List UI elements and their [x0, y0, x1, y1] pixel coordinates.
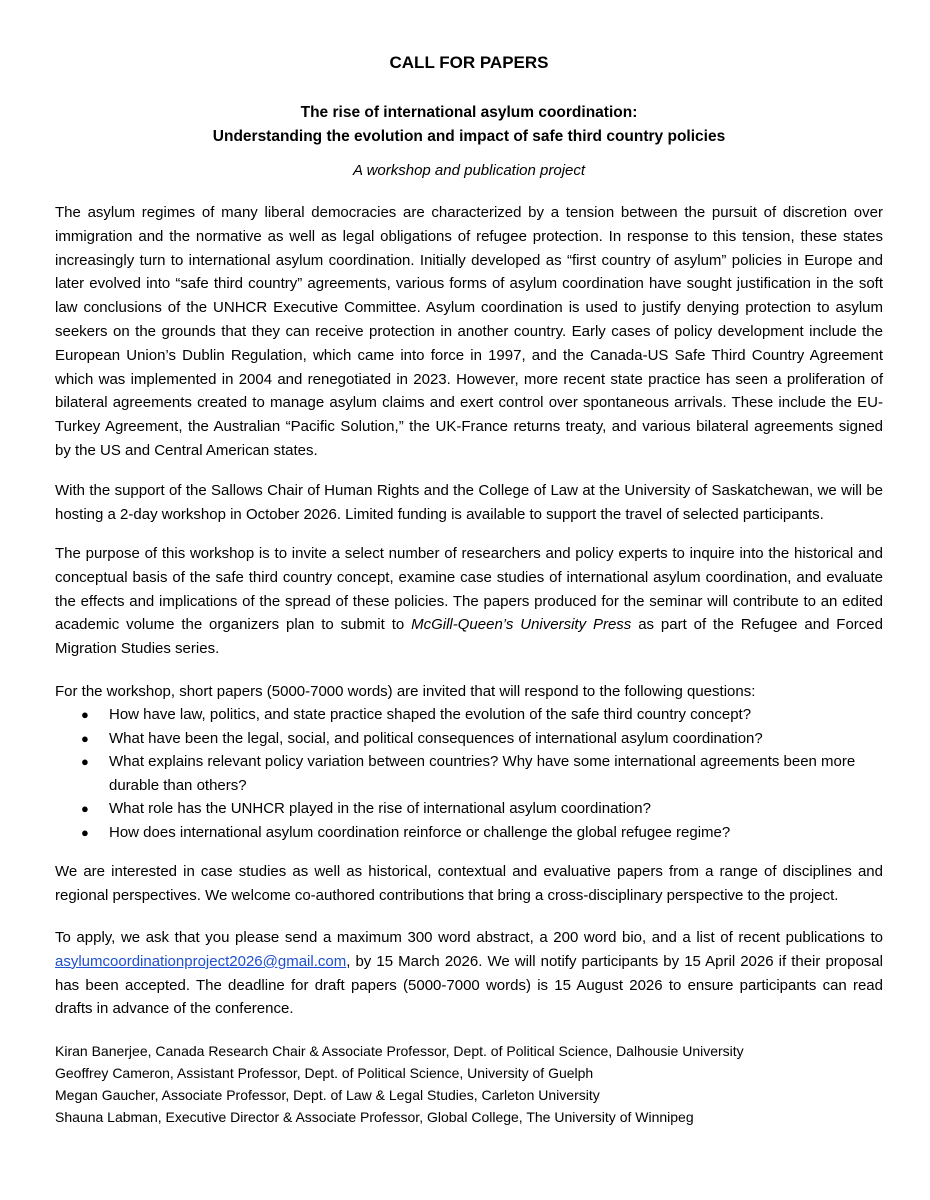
- purpose-text-start: The purpose of this workshop is to invite a select number of researchers and policy experts to inquire into the historical and conceptual basis of the safe third country concept, examine case studies of international asylum coordination, and evaluate the effects and implications of the spread of these policies. The papers produced for the seminar will contribute to an edited academic volume the organizers plan to submit to: [55, 545, 883, 634]
- bullet-icon: ●: [81, 707, 89, 722]
- list-item: [81, 727, 861, 751]
- question-text: What have been the legal, social, and political consequences of international asylum coordination?: [109, 729, 763, 747]
- interest-paragraph: We are interested in case studies as well as historical, contextual and evaluative papers from a range of disciplines and regional perspectives. We welcome co-authored contributions that bring a cross-disciplinary perspective to the project.: [55, 863, 883, 904]
- list-item: [81, 821, 861, 845]
- press-name: McGill-Queen’s University Press: [411, 616, 632, 634]
- purpose-paragraph: [55, 542, 883, 661]
- intro-paragraph: The asylum regimes of many liberal democracies are characterized by a tension between the pursuit of discretion over immigration and the normative as well as legal obligations of refugee protection. In response to this tension, these states increasingly turn to international asylum coordination. Initially developed as “first country of asylum” policies in Europe and later evolved into “safe third country” agreements, various forms of asylum coordination have sought justification in the soft law conclusions of the UNHCR Executive Committee. Asylum coordination is used to justify denying protection to asylum seekers on the grounds that they can receive protection in another country. Early cases of policy development include the European Union’s Dublin Regulation, which came into force in 1997, and the Canada-US Safe Third Country Agreement which was implemented in 2004 and renegotiated in 2023. However, more recent state practice has seen a proliferation of bilateral agreements created to manage asylum claims and exert control over spontaneous arrivals. These include the EU-Turkey Agreement, the Australian “Pacific Solution,” the UK-France returns treaty, and various bilateral agreements signed by the US and Central American states.: [55, 204, 883, 459]
- bullet-icon: ●: [81, 801, 89, 817]
- signatory: Kiran Banerjee, Canada Research Chair & Associate Professor, Dept. of Political Science, Dalhousie University: [55, 1043, 744, 1059]
- list-item: [81, 797, 861, 821]
- question-text: How have law, politics, and state practice shaped the evolution of the safe third country concept?: [109, 706, 752, 723]
- bullet-icon: ●: [81, 754, 89, 770]
- question-text: What role has the UNHCR played in the rise of international asylum coordination?: [109, 800, 651, 818]
- apply-text-start: To apply, we ask that you please send a maximum 300 word abstract, a 200 word bio, and a list of recent publications to: [55, 929, 883, 946]
- list-item: [81, 750, 861, 797]
- purpose-text-end: as part of the Refugee and Forced Migration Studies series.: [55, 616, 883, 658]
- apply-paragraph: [55, 926, 883, 1021]
- list-item: [81, 703, 861, 727]
- email-link[interactable]: asylumcoordinationproject2026@gmail.com: [55, 952, 347, 970]
- signatory: Geoffrey Cameron, Assistant Professor, Dept. of Political Science, University of Guelph: [55, 1065, 594, 1081]
- questions-intro: For the workshop, short papers (5000-7000 words) are invited that will respond to the following questions:: [55, 683, 756, 700]
- question-text: What explains relevant policy variation between countries? Why have some international agreements been more durable than others?: [109, 753, 856, 794]
- bullet-icon: ●: [81, 730, 89, 746]
- subtitle: [55, 101, 883, 149]
- page-title: CALL FOR PAPERS: [389, 53, 549, 72]
- question-text: How does international asylum coordination reinforce or challenge the global refugee regime?: [109, 823, 731, 841]
- signatory: Megan Gaucher, Associate Professor, Dept. of Law & Legal Studies, Carleton University: [55, 1087, 600, 1103]
- questions-list: [81, 703, 861, 845]
- subtitle-line-2: Understanding the evolution and impact of safe third country policies: [212, 128, 726, 145]
- apply-text-end: , by 15 March 2026. We will notify participants by 15 April 2026 if their proposal has been accepted. The deadline for draft papers (5000-7000 words) is 15 August 2026 to ensure participants can read drafts in advance of the conference.: [55, 952, 883, 1018]
- tagline: A workshop and publication project: [352, 162, 586, 179]
- support-paragraph: With the support of the Sallows Chair of Human Rights and the College of Law at the University of Saskatchewan, we will be hosting a 2-day workshop in October 2026. Limited funding is available to support the travel of selected participants.: [55, 482, 883, 523]
- signatories-list: [55, 1040, 883, 1128]
- subtitle-line-1: The rise of international asylum coordination:: [300, 104, 638, 121]
- signatory: Shauna Labman, Executive Director & Associate Professor, Global College, The University of Winnipeg: [55, 1109, 694, 1125]
- bullet-icon: ●: [81, 824, 89, 840]
